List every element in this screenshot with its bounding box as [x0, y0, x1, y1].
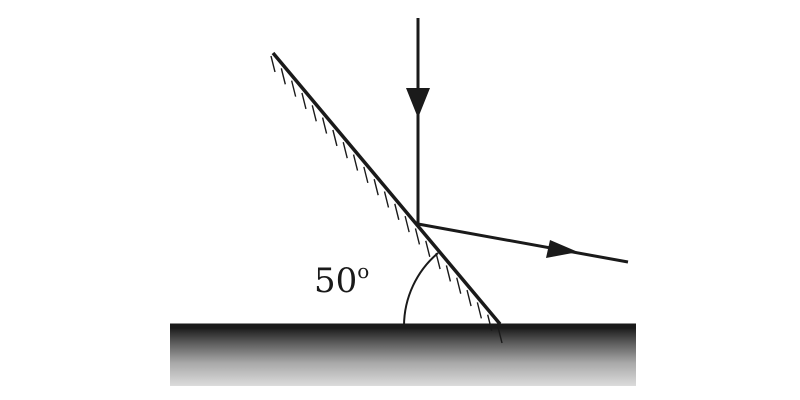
mirror-hatch-mark: [333, 130, 337, 146]
mirror-hatch-mark: [385, 192, 389, 208]
mirror-surface: [273, 53, 500, 324]
ground-shading: [170, 328, 636, 386]
mirror-hatch-mark: [354, 155, 358, 171]
mirror-hatching: [271, 56, 502, 343]
reflected-ray: [418, 224, 628, 262]
mirror-hatch-mark: [405, 216, 409, 232]
mirror-hatch-mark: [477, 302, 481, 318]
mirror-hatch-mark: [426, 241, 430, 257]
incident-ray: [406, 18, 430, 224]
angle-label: [314, 259, 369, 301]
plane-mirror: [271, 53, 502, 343]
mirror-hatch-mark: [457, 278, 461, 294]
mirror-hatch-mark: [364, 167, 368, 183]
mirror-hatch-mark: [323, 118, 327, 134]
mirror-hatch-mark: [281, 68, 285, 84]
ground-surface: [170, 326, 636, 386]
incident-arrow-head: [406, 88, 430, 118]
mirror-hatch-mark: [374, 179, 378, 195]
mirror-hatch-mark: [467, 290, 471, 306]
mirror-hatch-mark: [271, 56, 275, 72]
mirror-hatch-mark: [302, 93, 306, 109]
angle-degree-symbol: o: [357, 259, 370, 283]
mirror-hatch-mark: [415, 228, 419, 244]
mirror-hatch-mark: [292, 81, 296, 97]
mirror-hatch-mark: [395, 204, 399, 220]
angle-value: 50: [314, 261, 358, 301]
mirror-hatch-mark: [343, 142, 347, 158]
angle-arc: [404, 253, 438, 326]
mirror-hatch-mark: [446, 265, 450, 281]
mirror-hatch-mark: [436, 253, 440, 269]
mirror-hatch-mark: [312, 105, 316, 121]
reflected-ray-line: [418, 224, 628, 262]
reflected-arrow-head: [546, 240, 578, 258]
